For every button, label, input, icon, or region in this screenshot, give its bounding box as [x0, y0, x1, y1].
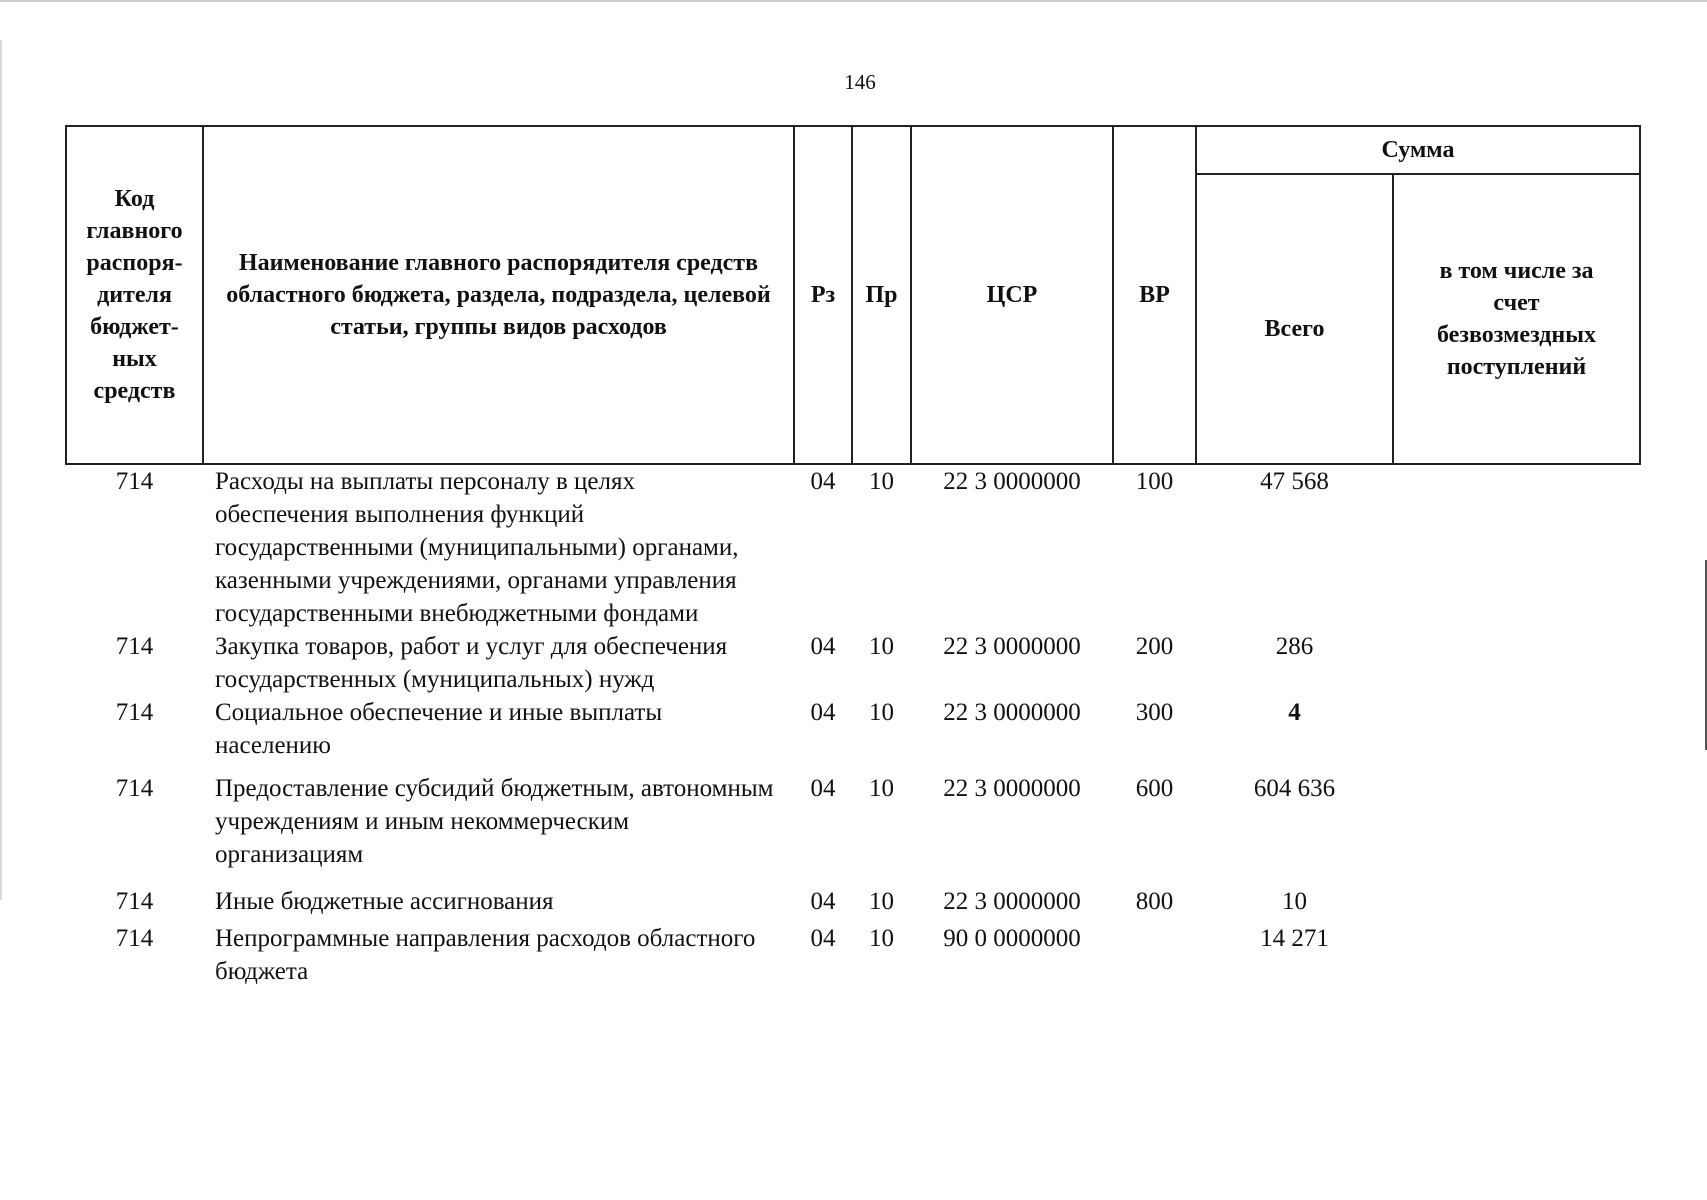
- row-name: Расходы на выплаты персоналу в целях обеспечения выполнения функций государственными (муниципальными) органами, казенными учреждениями, органами управления государственными внебюджетными фондами: [215, 468, 739, 627]
- table-row: [66, 696, 1640, 772]
- header-name: Наименование главного распорядителя средств областного бюджета, раздела, подраздела, целевой статьи, группы видов расходов: [203, 126, 794, 464]
- header-code: Код главного распоря-дителя бюджет-ных средств: [66, 126, 203, 464]
- row-total: 47 568: [1260, 468, 1329, 495]
- header-rz: Рз: [794, 126, 852, 464]
- row-incl: [1393, 922, 1640, 988]
- row-csr: 22 3 0000000: [943, 699, 1081, 726]
- row-csr: 22 3 0000000: [943, 633, 1081, 660]
- row-total: 4: [1288, 699, 1301, 726]
- row-rz: 04: [810, 699, 836, 726]
- header-total: Всего: [1196, 174, 1393, 464]
- row-rz: 04: [810, 925, 836, 952]
- row-rz: 04: [810, 888, 836, 915]
- row-rz: 04: [810, 468, 836, 495]
- row-pr: 10: [869, 468, 894, 495]
- row-pr: 10: [869, 699, 894, 726]
- row-code: 714: [115, 468, 154, 495]
- row-code: 714: [115, 888, 154, 915]
- row-total: 604 636: [1253, 775, 1336, 802]
- row-name: Иные бюджетные ассигнования: [215, 888, 554, 915]
- row-vr: [1113, 922, 1196, 988]
- scan-edge-left: [0, 40, 2, 900]
- row-rz: 04: [810, 775, 836, 802]
- row-vr: 600: [1135, 775, 1174, 802]
- row-pr: 10: [869, 888, 894, 915]
- scan-edge-top: [0, 0, 1707, 2]
- row-csr: 22 3 0000000: [943, 468, 1081, 495]
- row-total: 286: [1275, 633, 1314, 660]
- table-row: [66, 630, 1640, 696]
- row-incl: [1393, 885, 1640, 922]
- budget-table: [65, 125, 1641, 988]
- header-csr: ЦСР: [911, 126, 1113, 464]
- row-total: 14 271: [1260, 925, 1329, 952]
- row-total: 10: [1282, 888, 1307, 915]
- row-name: Предоставление субсидий бюджетным, автономным учреждениям и иным некоммерческим организациям: [215, 775, 774, 868]
- table-row: [66, 464, 1640, 630]
- row-vr: 300: [1135, 699, 1174, 726]
- row-pr: 10: [869, 925, 894, 952]
- row-incl: [1393, 464, 1640, 630]
- row-incl: [1393, 630, 1640, 696]
- row-incl: [1393, 772, 1640, 885]
- table-row: [66, 922, 1640, 988]
- table-row: [66, 885, 1640, 922]
- table-row: [66, 772, 1640, 885]
- row-pr: 10: [869, 633, 894, 660]
- row-vr: 200: [1135, 633, 1174, 660]
- row-incl: [1393, 696, 1640, 772]
- row-code: 714: [115, 699, 154, 726]
- page-number: 146: [844, 70, 876, 94]
- row-pr: 10: [869, 775, 894, 802]
- table-body: [66, 464, 1640, 988]
- row-name: Закупка товаров, работ и услуг для обеспечения государственных (муниципальных) нужд: [215, 633, 728, 693]
- row-code: 714: [115, 925, 154, 952]
- row-rz: 04: [810, 633, 836, 660]
- row-vr: 100: [1135, 468, 1174, 495]
- table-header: [66, 126, 1640, 464]
- row-csr: 22 3 0000000: [943, 888, 1081, 915]
- header-sum: Сумма: [1196, 126, 1640, 174]
- row-csr: 22 3 0000000: [943, 775, 1081, 802]
- row-code: 714: [115, 775, 154, 802]
- row-code: 714: [115, 633, 154, 660]
- row-vr: 800: [1135, 888, 1174, 915]
- row-csr: 90 0 0000000: [943, 925, 1081, 952]
- header-vr: ВР: [1113, 126, 1196, 464]
- row-name: Социальное обеспечение и иные выплаты населению: [215, 699, 663, 759]
- row-name: Непрограммные направления расходов областного бюджета: [215, 925, 756, 985]
- header-incl: в том числе за счет безвозмездных поступлений: [1393, 174, 1640, 464]
- header-pr: Пр: [852, 126, 911, 464]
